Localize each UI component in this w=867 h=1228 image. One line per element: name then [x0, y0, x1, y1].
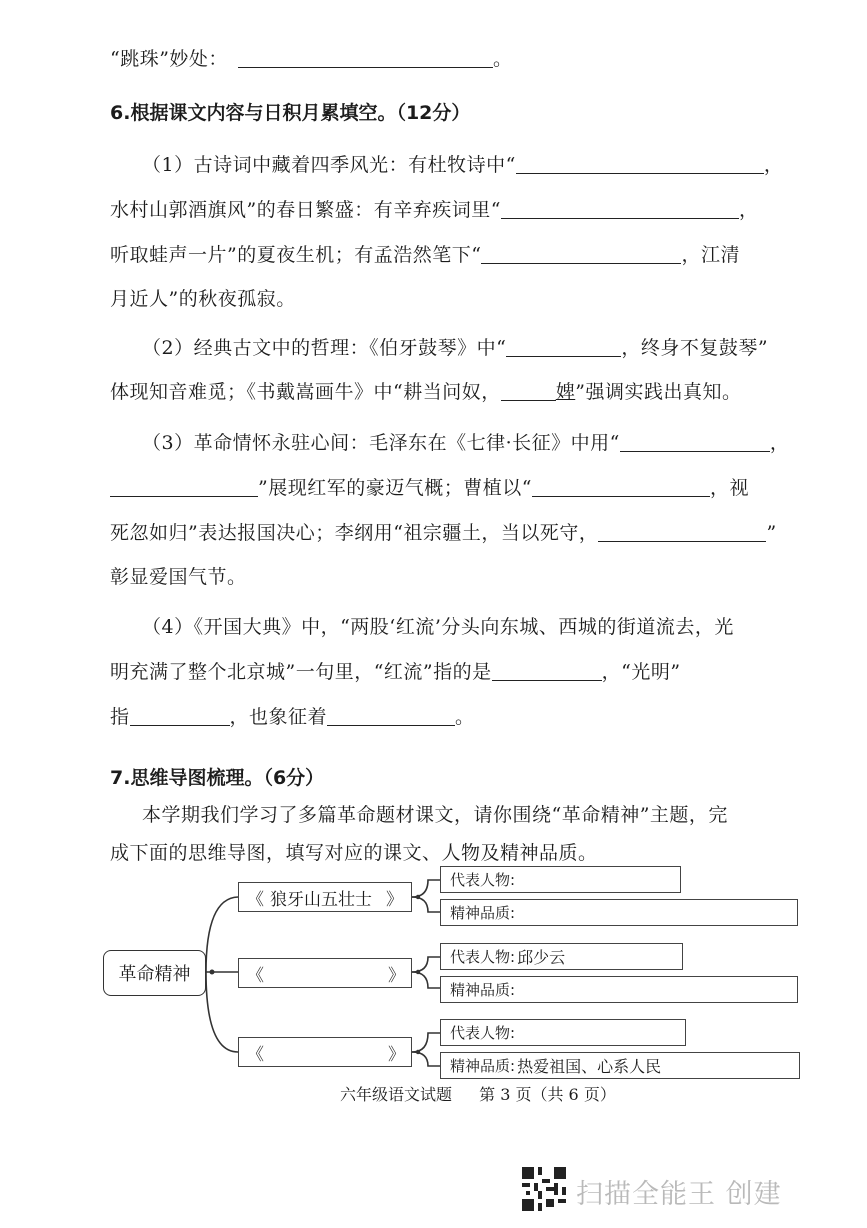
q6-p4-line3: 指 ，也象征着 。: [110, 706, 475, 728]
branch-3-spirit-field[interactable]: 精神品质: 热爱祖国、心系人民: [440, 1052, 800, 1079]
footer-title: 六年级语文试题: [340, 1085, 453, 1104]
q6-p1-line4: 月近人”的秋夜孤寂。: [110, 288, 296, 310]
branch-1-spirit-field[interactable]: 精神品质:: [440, 899, 798, 926]
q6-p1-line2: 水村山郭酒旗风”的春日繁盛：有辛弃疾词里“ ，: [110, 199, 759, 221]
branch-3-person-field[interactable]: 代表人物:: [440, 1019, 686, 1046]
tiaozhu-label: “跳珠”妙处：: [110, 48, 228, 70]
branch-2-book[interactable]: 《 》: [238, 958, 412, 988]
scanner-watermark: 扫描全能王 创建: [576, 1179, 782, 1210]
q6-p2-line2: 体现知音难觅；《书戴嵩画牛》中“耕当问奴， 婢”强调实践出真知。: [110, 381, 742, 403]
q6-p3-line3: 死忽如归”表达报国决心；李纲用“祖宗疆土，当以死守， ”: [110, 522, 777, 544]
footer-page: 第 3 页（共 6 页）: [479, 1085, 616, 1104]
branch-1-person-field[interactable]: 代表人物:: [440, 866, 681, 893]
mindmap-root: 革命精神: [103, 950, 206, 996]
qr-code-icon: [522, 1167, 566, 1211]
q6-p4-line2: 明充满了整个北京城”一句里，“红流”指的是 ，“光明”: [110, 661, 681, 683]
branch-1-book[interactable]: 《 狼牙山五壮士 》: [238, 882, 412, 912]
page-footer: [340, 1082, 616, 1105]
q6-p1-line1: （1）古诗词中藏着四季风光：有杜牧诗中“ ，: [142, 154, 784, 176]
q7-intro-line2: 成下面的思维导图，填写对应的课文、人物及精神品质。: [110, 842, 598, 864]
branch-2-spirit-field[interactable]: 精神品质:: [440, 976, 798, 1003]
branch-2-person-field[interactable]: 代表人物: 邱少云: [440, 943, 683, 970]
q6-p2-line1: （2）经典古文中的哲理：《伯牙鼓琴》中“ ，终身不复鼓琴”: [142, 337, 769, 359]
q6-p1-line3: 听取蛙声一片”的夏夜生机；有孟浩然笔下“ ，江清: [110, 244, 740, 266]
question-7-title: 7.思维导图梳理。（6分）: [110, 767, 325, 789]
branch-3-book[interactable]: 《 》: [238, 1037, 412, 1067]
tiaozhu-line: “跳珠”妙处： 。: [110, 48, 513, 70]
q6-p3-line4: 彰显爱国气节。: [110, 566, 247, 588]
question-6-title: 6.根据课文内容与日积月累填空。（12分）: [110, 102, 471, 124]
q7-intro-line1: 本学期我们学习了多篇革命题材课文，请你围绕“革命精神”主题，完: [142, 804, 728, 826]
q6-p3-line1: （3）革命情怀永驻心间：毛泽东在《七律·长征》中用“ ，: [142, 432, 790, 454]
q6-p3-line2: ”展现红军的豪迈气概；曹植以“ ，视: [110, 473, 749, 500]
q6-p4-line1: （4）《开国大典》中，“两股‘红流’分头向东城、西城的街道流去，光: [142, 616, 734, 638]
